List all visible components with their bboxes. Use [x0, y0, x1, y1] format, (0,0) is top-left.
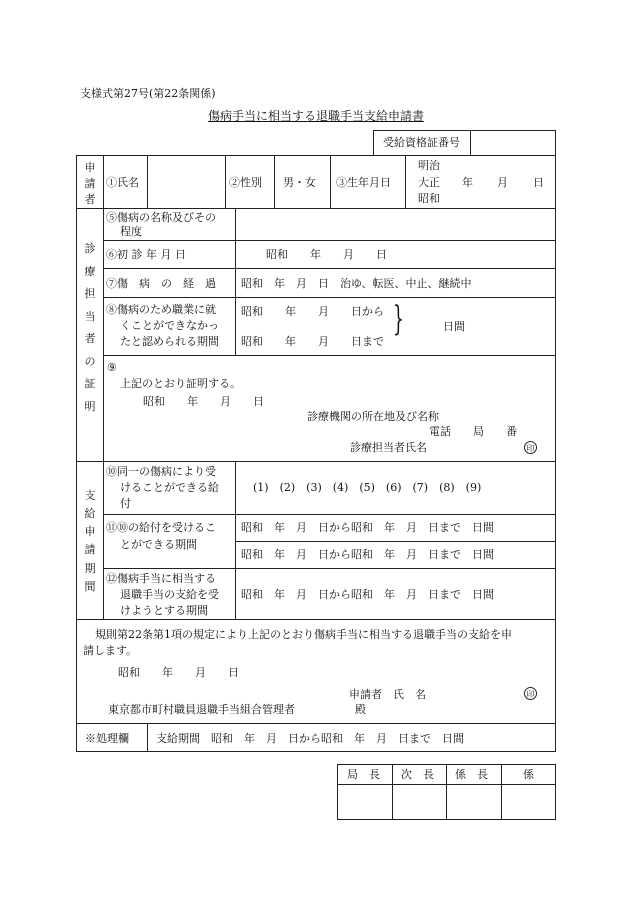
r11-label-2: とができる期間 — [120, 538, 197, 551]
era-meiji[interactable]: 明治 — [418, 159, 440, 172]
declaration-date[interactable]: 昭和 年 月 日 — [118, 666, 239, 679]
r10-label-2: けることができる給 — [120, 481, 219, 494]
form-title: 傷病手当に相当する退職手当支給申請書 — [208, 109, 425, 123]
r12-label-2: 退職手当の支給を受 — [120, 588, 219, 601]
r5-label-2: 程度 — [120, 225, 142, 238]
approval-cell-director[interactable] — [338, 785, 391, 819]
r9-phone-label: 電話 局 番 — [429, 425, 517, 438]
benefit-section-label: 支給申請期間 — [84, 489, 96, 593]
name-field[interactable] — [149, 160, 223, 204]
approval-cell-staff[interactable] — [502, 785, 555, 819]
main-form-table — [76, 155, 556, 752]
r8-right-brace: } — [393, 299, 404, 339]
era-showa[interactable]: 昭和 — [418, 192, 440, 205]
r11-value-2[interactable]: 昭和 年 月 日から昭和 年 月 日まで 日間 — [241, 548, 494, 561]
name-label: ①氏名 — [106, 176, 139, 189]
processing-value: 支給期間 昭和 年 月 日から昭和 年 月 日まで 日間 — [156, 732, 464, 745]
r12-label-1: ⑫傷病手当に相当する — [106, 572, 216, 585]
r11-value-1[interactable]: 昭和 年 月 日から昭和 年 月 日まで 日間 — [241, 521, 494, 534]
approval-header-chief: 係 長 — [455, 768, 488, 781]
birth-date-label: ③生年月日 — [336, 176, 391, 189]
r9-number: ⑨ — [107, 361, 117, 374]
processing-label: ※処理欄 — [85, 732, 129, 745]
r10-label-3: 付 — [120, 497, 131, 510]
birth-day-unit: 日 — [533, 176, 544, 189]
r9-date[interactable]: 昭和 年 月 日 — [143, 395, 264, 408]
gender-options[interactable]: 男・女 — [283, 176, 316, 189]
doctor-seal-icon: 印 — [524, 441, 537, 454]
form-number: 支様式第27号(第22条関係) — [80, 87, 216, 100]
birth-month-unit: 月 — [497, 176, 508, 189]
r12-value[interactable]: 昭和 年 月 日から昭和 年 月 日まで 日間 — [241, 588, 494, 601]
r10-label-1: ⑩同一の傷病により受 — [106, 465, 216, 478]
r8-label-2: くことができなかっ — [120, 319, 219, 332]
doctor-section-label: 診療担当者の証明 — [84, 242, 96, 413]
r9-institution-label: 診療機関の所在地及び名称 — [307, 410, 439, 423]
r7-value[interactable]: 昭和 年 月 日 治ゆ、転医、中止、継続中 — [241, 277, 472, 290]
r11-label-1: ⑪⑩の給付を受けるこ — [106, 521, 216, 534]
r8-label-3: たと認められる期間 — [120, 335, 219, 348]
r9-doctor-name-label: 診療担当者氏名 — [350, 441, 427, 454]
gender-label: ②性別 — [229, 176, 262, 189]
r6-label: ⑥初 診 年 月 日 — [106, 248, 186, 261]
birth-year-unit: 年 — [462, 176, 473, 189]
r10-options[interactable]: (1) (2) (3) (4) (5) (6) (7) (8) (9) — [253, 481, 482, 494]
r8-to[interactable]: 昭和 年 月 日まで — [241, 335, 384, 348]
applicant-signature-label: 申請者 氏 名 — [349, 688, 426, 701]
r8-label-1: ⑧傷病のため職業に就 — [106, 303, 216, 316]
declaration-line-2: 請します。 — [83, 644, 138, 657]
approval-header-staff: 係 — [523, 768, 534, 781]
applicant-seal-icon: 印 — [524, 687, 537, 700]
declaration-line-1: 規則第22条第1項の規定により上記のとおり傷病手当に相当する退職手当の支給を申 — [95, 628, 512, 641]
r6-value[interactable]: 昭和 年 月 日 — [266, 248, 387, 261]
r5-label-1: ⑤傷病の名称及びその — [106, 211, 216, 224]
approval-cell-chief[interactable] — [447, 785, 500, 819]
cert-number-label: 受給資格証番号 — [383, 136, 460, 149]
era-taisho[interactable]: 大正 — [418, 176, 440, 189]
r9-text: 上記のとおり証明する。 — [120, 377, 241, 390]
approval-header-deputy: 次 長 — [401, 768, 434, 781]
r5-field[interactable] — [237, 211, 553, 237]
r7-label: ⑦傷 病 の 経 過 — [106, 277, 216, 290]
r8-days[interactable]: 日間 — [443, 320, 465, 333]
approval-cell-deputy[interactable] — [393, 785, 445, 819]
addressee: 東京都市町村職員退職手当組合管理者 — [108, 703, 295, 716]
addressee-honorific: 殿 — [355, 703, 366, 716]
r12-label-3: けようとする期間 — [120, 604, 208, 617]
applicant-section-label: 申請者 — [84, 161, 96, 206]
approval-header-director: 局 長 — [347, 768, 380, 781]
cert-number-field[interactable] — [470, 130, 556, 156]
r8-from[interactable]: 昭和 年 月 日から — [241, 305, 384, 318]
